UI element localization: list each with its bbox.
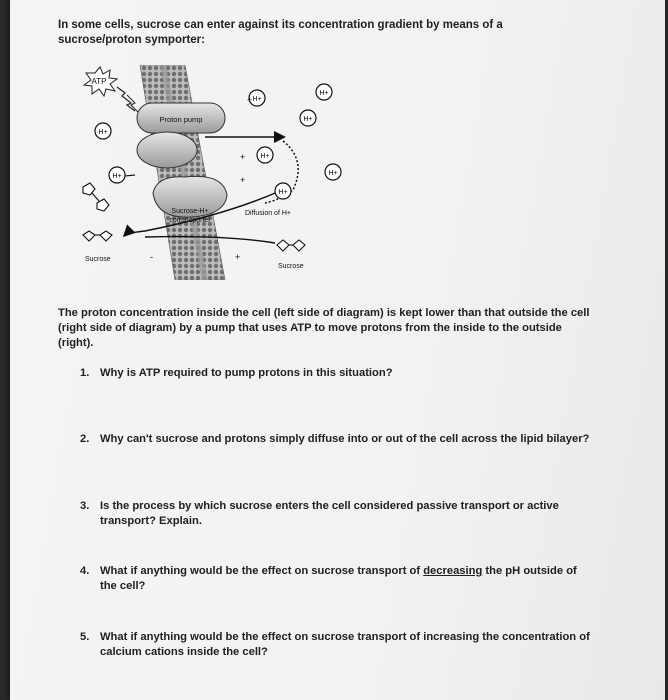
question-text: What if anything would be the effect on sucrose transport of increasing the concentration of calcium cations inside the cell? <box>100 631 590 658</box>
proton-pump-label: Proton pump <box>159 115 203 124</box>
atp-starburst <box>84 67 139 113</box>
sucrose-molecule <box>83 231 112 241</box>
lightning-bolt-icon <box>117 87 135 111</box>
underlined-word: decreasing <box>423 565 483 577</box>
question-number: 2. <box>80 433 90 445</box>
diffusion-label: Diffusion of H+ <box>245 210 291 217</box>
proton-pump <box>137 103 225 168</box>
intro-text: In some cells, sucrose can enter against its concentration gradient by means of a sucrose/proton symporter: <box>58 19 503 46</box>
proton-ion <box>316 84 332 100</box>
plus-sign: + <box>240 175 246 185</box>
sucrose-h-cotransporter <box>153 176 227 224</box>
lipid-bilayer <box>140 65 225 280</box>
proton-ion <box>95 123 111 139</box>
question-text: Is the process by which sucrose enters the cell considered passive transport or active transport? Explain. <box>100 500 559 527</box>
question-text: Why can't sucrose and protons simply diffuse into or out of the cell across the lipid bilayer? <box>100 433 590 445</box>
svg-text:H+: H+ <box>319 90 329 97</box>
minus-sign: - <box>150 252 153 262</box>
sucrose-right-label: Sucrose <box>278 263 304 270</box>
sucrose-left-label: Sucrose <box>85 256 111 263</box>
proton-ion <box>275 183 291 199</box>
proton-ion <box>325 164 341 180</box>
question-text: Why is ATP required to pump protons in this situation? <box>100 367 393 379</box>
svg-text:H+: H+ <box>278 189 288 196</box>
cotransporter-label-1: Sucrose-H+ <box>171 208 209 215</box>
proton-ion <box>257 147 273 163</box>
question-number: 3. <box>80 500 90 512</box>
question-number: 1. <box>80 367 90 379</box>
svg-text:H+: H+ <box>98 129 108 136</box>
sucrose-proton-symporter-diagram <box>75 65 365 280</box>
svg-text:H+: H+ <box>303 116 313 123</box>
svg-text:H+: H+ <box>252 96 262 103</box>
svg-text:H+: H+ <box>260 153 270 160</box>
question-text: What if anything would be the effect on sucrose transport of decreasing the pH outside of the cell? <box>100 565 577 592</box>
plus-sign: + <box>235 252 241 262</box>
question-number: 4. <box>80 565 90 577</box>
plus-sign: + <box>240 152 246 162</box>
question-number: 5. <box>80 631 90 643</box>
explanation-paragraph: The proton concentration inside the cell (left side of diagram) is kept lower than that outside the cell (right side of diagram) by a pump that uses ATP to move protons from the inside to the outside (right). <box>58 307 590 349</box>
worksheet-page <box>10 0 665 700</box>
proton-ion <box>109 167 125 183</box>
sucrose-molecule <box>277 240 305 251</box>
svg-text:H+: H+ <box>112 173 122 180</box>
atp-label: ATP <box>91 77 107 86</box>
svg-text:H+: H+ <box>328 170 338 177</box>
cotransporter-label-2: cotransporter <box>169 217 211 224</box>
plus-sign: + <box>247 95 253 105</box>
proton-ion <box>300 110 316 126</box>
sucrose-molecule <box>83 183 109 211</box>
